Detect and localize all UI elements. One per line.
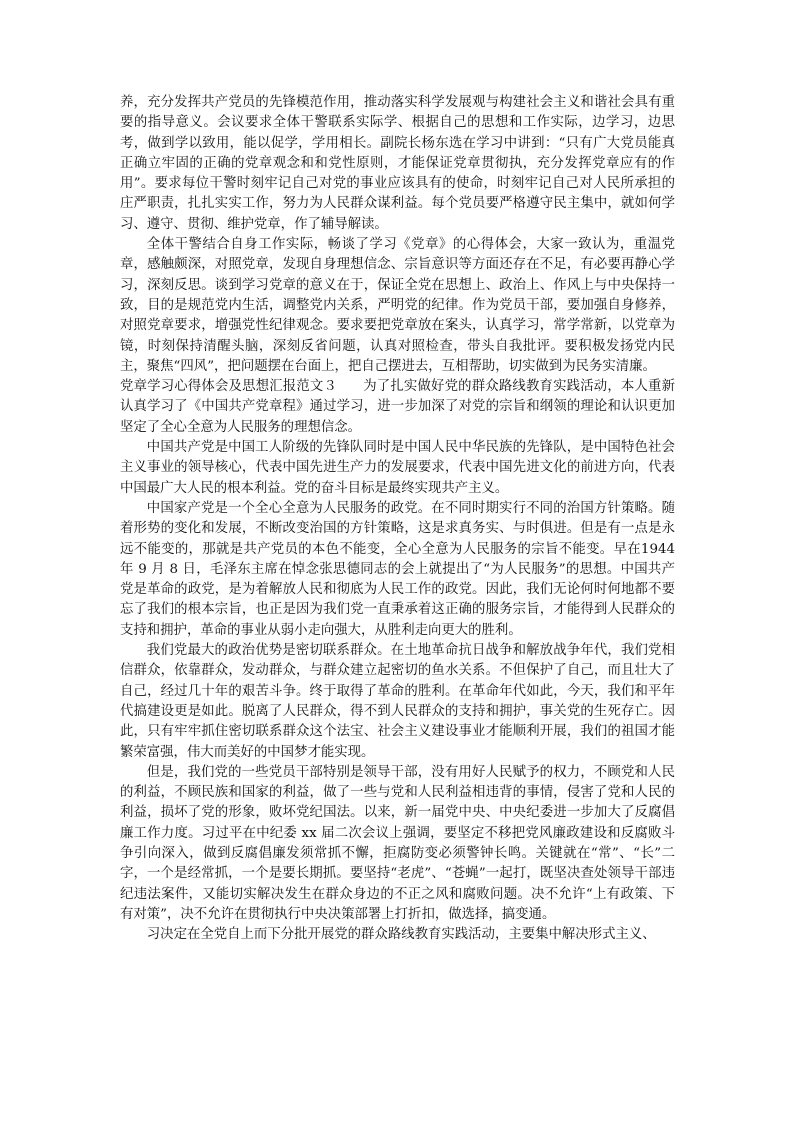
paragraph-8: 习决定在全党自上而下分批开展党的群众路线教育实践活动，主要集中解决形式主义、	[146, 927, 656, 943]
paragraph-5: 中国家产党是一个全心全意为人民服务的政党。在不同时期实行不同的治国方针策略。随着形势的变化和发展，不断改变治国的方针策略，这是求真务实、与时俱进。但是有一点是永远不能变的，那就是共产党员的本色不能变，全心全意为人民服务的宗旨不能变。早在1944 年 9 月 8 日，毛泽东主席在悼念张思德同志的会上就提出了“为人民服务”的思想。中国共产党是革命的政党，是为着解放人民和彻底为人民工作的政党。因此，我们无论何时何地都不要忘了我们的根本宗旨，也正是因为我们党一直秉承着这正确的服务宗旨，才能得到人民群众的支持和拥护，革命的事业从弱小走向强大，从胜利走向更大的胜利。	[120, 500, 675, 638]
paragraph-6: 我们党最大的政治优势是密切联系群众。在土地革命抗日战争和解放战争年代，我们党相信群众，依靠群众，发动群众，与群众建立起密切的鱼水关系。不但保护了自己，而且壮大了自己，经过几十年的艰苦斗争。终于取得了革命的胜利。在革命年代如此，今天，我们和平年代搞建设更是如此。脱离了人民群众，得不到人民群众的支持和拥护，事关党的生死存亡。因此，只有牢牢抓住密切联系群众这个法宝、社会主义建设事业才能顺利开展，我们的祖国才能繁荣富强，伟大而美好的中国梦才能实现。	[120, 643, 675, 760]
paragraph-7: 但是，我们党的一些党员干部特别是领导干部，没有用好人民赋予的权力，不顾党和人民的利益，不顾民族和国家的利益，做了一些与党和人民利益相违背的事情，侵害了党和人民的利益，损坏了党的形象，败坏党纪国法。以来，新一届党中央、中央纪委进一步加大了反腐倡廉工作力度。习过平在中纪委 xx 届二次会议上强调，要坚定不移把党风廉政建设和反腐败斗争引向深入，做到反腐倡廉发须常抓不懈，拒腐防变必须警钟长鸣。关键就在“常”、“长”二字，一个是经常抓，一个是要长期抓。要坚持“老虎”、“苍蝇”一起打，既坚决查处领导干部违纪违法案件，又能切实解决发生在群众身边的不正之风和腐败问题。决不允许“上有政策、下有对策”，决不允许在贯彻执行中央决策部署上打折扣，做选择，搞变通。	[120, 764, 675, 922]
section-heading: 党章学习心得体会及思想汇报范文３	[120, 379, 338, 395]
paragraph-2: 全体干警结合自身工作实际，畅谈了学习《党章》的心得体会，大家一致认为，重温党章，感触颇深，对照党章，发现自身理想信念、宗旨意识等方面还存在不足，有必要再静心学习，深刻反思。谈到学习党章的意义在于，保证全党在思想上、政治上、作风上与中央保持一致，目的是规范党内生活，调整党内关系，严明党的纪律。作为党员干部，要加强自身修养，对照党章要求，增强党性纪律观念。要求要把党章放在案头，认真学习，常学常新，以党章为镜，时刻保持清醒头脑，深刻反省问题，认真对照检查，带头自我批评。要积极发扬党内民主，聚焦“四风”，把问题摆在台面上，把自己摆进去，互相帮助，切实做到为民务实清廉。	[120, 237, 675, 374]
document-page	[120, 93, 675, 945]
paragraph-1: 养，充分发挥共产党员的先锋模范作用，推动落实科学发展观与构建社会主义和谐社会具有重要的指导意义。会议要求全体干警联系实际学、根据自己的思想和工作实际，边学习，边思考，做到学以致用，能以促学，学用相长。副院长杨东选在学习中讲到：“只有广大党员能真正确立牢固的正确的党章观念和和党性原则，才能保证党章贯彻执，充分发挥党章应有的作用”。要求每位干警时刻牢记自己对党的事业应该具有的使命，时刻牢记自己对人民所承担的庄严职责，扎扎实实工作，努力为人民群众谋利益。每个党员要严格遵守民主集中，就如何学习、遵守、贯彻、维护党章，作了辅导解读。	[120, 95, 675, 232]
paragraph-3	[120, 377, 675, 438]
paragraph-4: 中国共产党是中国工人阶级的先锋队同时是中国人民中华民族的先锋队，是中国特色社会主义事业的领导核心，代表中国先进生产力的发展要求，代表中国先进文化的前进方向，代表中国最广大人民的根本利益。党的奋斗目标是最终实现共产主义。	[120, 440, 675, 496]
paragraph-3-text: 为了扎实做好党的群众路线教育实践活动，本人重新认真学习了《中国共产党章程》通过学习，进一步加深了对党的宗旨和纲领的理论和认识更加坚定了全心全意为人民服务的理想信念。	[120, 379, 676, 435]
